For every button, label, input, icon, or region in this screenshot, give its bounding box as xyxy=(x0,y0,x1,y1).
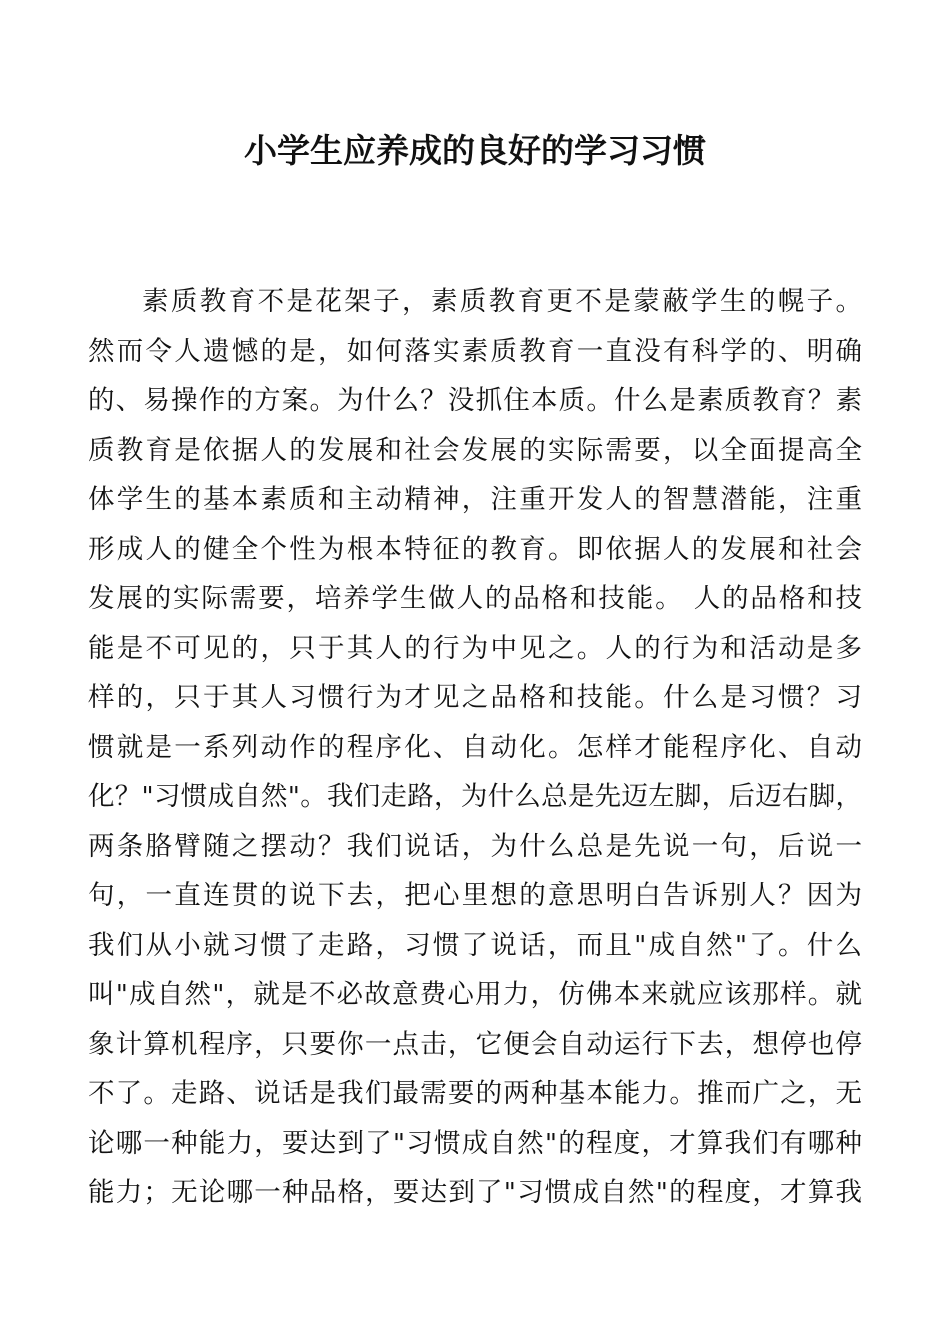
paragraph-line: 能是不可见的，只于其人的行为中见之。人的行为和活动是多 xyxy=(88,632,862,664)
paragraph-line: 象计算机程序，只要你一点击，它便会自动运行下去，想停也停 xyxy=(88,1028,862,1060)
paragraph-line: 两条胳臂随之摆动？我们说话，为什么总是先说一句，后说一 xyxy=(88,830,862,862)
paragraph-line: 质教育是依据人的发展和社会发展的实际需要，以全面提高全 xyxy=(88,434,862,466)
paragraph-line: 然而令人遗憾的是，如何落实素质教育一直没有科学的、明确 xyxy=(88,335,862,367)
paragraph-line: 体学生的基本素质和主动精神，注重开发人的智慧潜能，注重 xyxy=(88,484,862,515)
body-paragraph xyxy=(88,277,862,1218)
document-title: 小学生应养成的良好的学习习惯 xyxy=(244,131,706,170)
paragraph-line: 化？"习惯成自然"。我们走路，为什么总是先迈左脚，后迈右脚， xyxy=(88,781,862,812)
paragraph-line: 发展的实际需要，培养学生做人的品格和技能。 人的品格和技 xyxy=(88,583,862,614)
paragraph-line: 句，一直连贯的说下去，把心里想的意思明白告诉别人？因为 xyxy=(88,880,862,911)
paragraph-line: 叫"成自然"，就是不必故意费心用力，仿佛本来就应该那样。就 xyxy=(88,979,862,1010)
paragraph-line: 样的，只于其人习惯行为才见之品格和技能。什么是习惯？习 xyxy=(88,682,862,713)
paragraph-line: 不了。走路、说话是我们最需要的两种基本能力。推而广之，无 xyxy=(88,1078,862,1109)
paragraph-line: 素质教育不是花架子，素质教育更不是蒙蔽学生的幌子。 xyxy=(142,286,862,317)
paragraph-line: 形成人的健全个性为根本特征的教育。即依据人的发展和社会 xyxy=(88,533,862,565)
paragraph-line: 论哪一种能力，要达到了"习惯成自然"的程度，才算我们有哪种 xyxy=(88,1127,862,1159)
paragraph-line: 能力；无论哪一种品格，要达到了"习惯成自然"的程度，才算我 xyxy=(88,1177,862,1208)
paragraph-line: 惯就是一系列动作的程序化、自动化。怎样才能程序化、自动 xyxy=(88,731,862,763)
paragraph-line: 我们从小就习惯了走路，习惯了说话，而且"成自然"了。什么 xyxy=(88,929,862,961)
paragraph-line: 的、易操作的方案。为什么？没抓住本质。什么是素质教育？素 xyxy=(88,385,862,416)
